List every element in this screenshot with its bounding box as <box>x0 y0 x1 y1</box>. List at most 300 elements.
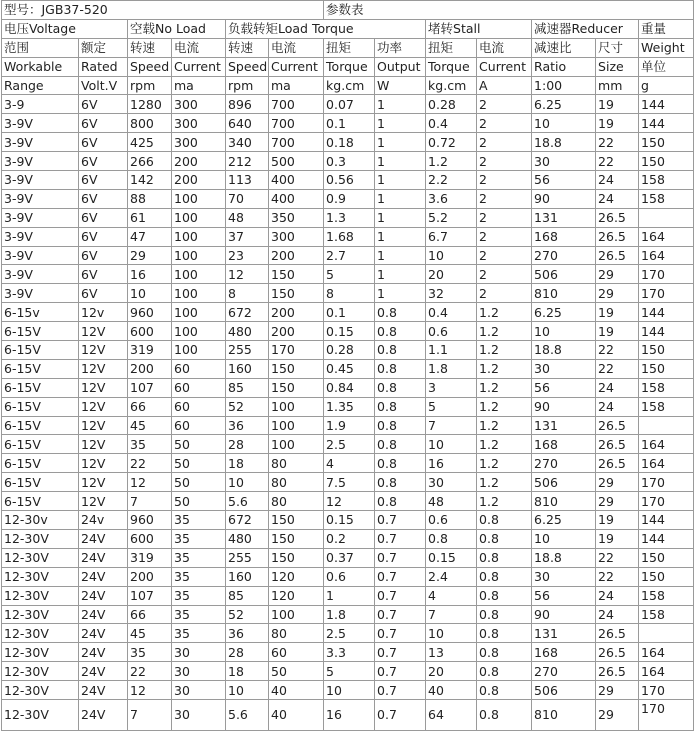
cell-range: 12-30v <box>2 511 79 530</box>
cell-load-torque: 1.8 <box>324 605 375 624</box>
cell-no-load-current: 35 <box>172 548 226 567</box>
cell-load-torque: 7.5 <box>324 473 375 492</box>
cell-weight: 150 <box>639 152 694 171</box>
cell-stall-torque: 20 <box>426 662 477 681</box>
cell-stall-current: 2 <box>477 114 532 133</box>
cell-rated-volt: 12V <box>79 341 128 360</box>
cell-no-load-current: 35 <box>172 567 226 586</box>
cell-range: 3-9V <box>2 208 79 227</box>
column-header-stall-torque: 扭矩 <box>426 38 477 57</box>
column-header-no-load-current: 电流 <box>172 38 226 57</box>
cell-ratio: 506 <box>532 681 596 700</box>
cell-output-power: 1 <box>375 152 426 171</box>
reducer-group-header: 减速器Reducer <box>532 19 639 38</box>
cell-size: 26.5 <box>596 662 639 681</box>
cell-output-power: 0.7 <box>375 586 426 605</box>
cell-ratio: 30 <box>532 567 596 586</box>
cell-range: 12-30V <box>2 548 79 567</box>
cell-stall-current: 0.8 <box>477 511 532 530</box>
cell-output-power: 0.8 <box>375 416 426 435</box>
column-header-load-current: 电流 <box>269 38 324 57</box>
column-header-load-current: ma <box>269 76 324 95</box>
cell-load-speed: 640 <box>226 114 269 133</box>
cell-rated-volt: 12V <box>79 378 128 397</box>
cell-ratio: 90 <box>532 189 596 208</box>
column-header-stall-current: 电流 <box>477 38 532 57</box>
cell-load-speed: 672 <box>226 511 269 530</box>
cell-stall-torque: 5 <box>426 397 477 416</box>
cell-rated-volt: 6V <box>79 189 128 208</box>
cell-stall-current: 2 <box>477 246 532 265</box>
cell-stall-torque: 0.28 <box>426 95 477 114</box>
cell-ratio: 30 <box>532 152 596 171</box>
cell-no-load-current: 60 <box>172 359 226 378</box>
column-header-range: 范围 <box>2 38 79 57</box>
load-torque-group-header: 负载转矩Load Torque <box>226 19 426 38</box>
cell-load-torque: 0.2 <box>324 529 375 548</box>
cell-weight: 144 <box>639 529 694 548</box>
table-row <box>2 189 694 208</box>
cell-weight <box>639 208 694 227</box>
cell-stall-torque: 0.4 <box>426 303 477 322</box>
cell-output-power: 1 <box>375 189 426 208</box>
cell-no-load-speed: 16 <box>128 265 172 284</box>
cell-stall-current: 2 <box>477 133 532 152</box>
cell-range: 6-15V <box>2 359 79 378</box>
cell-stall-current: 2 <box>477 265 532 284</box>
cell-rated-volt: 12V <box>79 454 128 473</box>
cell-output-power: 0.8 <box>375 454 426 473</box>
column-header-load-speed: 转速 <box>226 38 269 57</box>
column-header-weight: 单位 <box>639 57 694 76</box>
header-en-row <box>2 57 694 76</box>
cell-output-power: 0.7 <box>375 511 426 530</box>
column-header-load-speed: rpm <box>226 76 269 95</box>
cell-no-load-current: 60 <box>172 416 226 435</box>
table-row <box>2 265 694 284</box>
cell-rated-volt: 6V <box>79 246 128 265</box>
table-row <box>2 322 694 341</box>
cell-load-torque: 1 <box>324 586 375 605</box>
stall-group-header: 堵转Stall <box>426 19 532 38</box>
cell-size: 22 <box>596 548 639 567</box>
cell-weight: 158 <box>639 397 694 416</box>
cell-size: 24 <box>596 397 639 416</box>
cell-output-power: 0.7 <box>375 699 426 730</box>
cell-range: 6-15V <box>2 397 79 416</box>
cell-stall-current: 1.2 <box>477 492 532 511</box>
cell-load-speed: 85 <box>226 378 269 397</box>
cell-no-load-current: 100 <box>172 284 226 303</box>
cell-stall-current: 2 <box>477 95 532 114</box>
column-header-no-load-current: ma <box>172 76 226 95</box>
cell-weight: 150 <box>639 341 694 360</box>
cell-output-power: 0.8 <box>375 359 426 378</box>
table-row <box>2 95 694 114</box>
cell-no-load-speed: 12 <box>128 473 172 492</box>
cell-ratio: 90 <box>532 397 596 416</box>
cell-load-torque: 16 <box>324 699 375 730</box>
table-row <box>2 397 694 416</box>
table-row <box>2 473 694 492</box>
cell-size: 26.5 <box>596 624 639 643</box>
cell-no-load-current: 30 <box>172 662 226 681</box>
cell-load-torque: 0.6 <box>324 567 375 586</box>
column-header-load-speed: Speed <box>226 57 269 76</box>
cell-load-torque: 0.84 <box>324 378 375 397</box>
cell-range: 12-30V <box>2 567 79 586</box>
cell-stall-torque: 0.72 <box>426 133 477 152</box>
cell-rated-volt: 24V <box>79 548 128 567</box>
cell-load-torque: 0.1 <box>324 303 375 322</box>
cell-no-load-current: 35 <box>172 511 226 530</box>
cell-ratio: 168 <box>532 643 596 662</box>
cell-load-torque: 3.3 <box>324 643 375 662</box>
cell-output-power: 0.8 <box>375 435 426 454</box>
table-row <box>2 492 694 511</box>
cell-stall-current: 1.2 <box>477 454 532 473</box>
cell-output-power: 0.7 <box>375 548 426 567</box>
column-header-rated-volt: Rated <box>79 57 128 76</box>
cell-load-current: 200 <box>269 322 324 341</box>
cell-ratio: 56 <box>532 378 596 397</box>
cell-load-torque: 12 <box>324 492 375 511</box>
cell-no-load-current: 100 <box>172 265 226 284</box>
cell-stall-current: 1.2 <box>477 397 532 416</box>
cell-stall-torque: 20 <box>426 265 477 284</box>
cell-range: 6-15V <box>2 473 79 492</box>
cell-range: 6-15V <box>2 454 79 473</box>
model-title: 型号：JGB37-520 <box>2 1 324 20</box>
cell-no-load-speed: 266 <box>128 152 172 171</box>
cell-no-load-current: 200 <box>172 171 226 190</box>
cell-size: 29 <box>596 699 639 730</box>
cell-no-load-speed: 600 <box>128 322 172 341</box>
cell-output-power: 1 <box>375 227 426 246</box>
cell-stall-current: 0.8 <box>477 586 532 605</box>
cell-ratio: 6.25 <box>532 303 596 322</box>
cell-weight: 170 <box>639 284 694 303</box>
cell-load-torque: 1.68 <box>324 227 375 246</box>
cell-rated-volt: 6V <box>79 227 128 246</box>
cell-ratio: 270 <box>532 454 596 473</box>
cell-size: 22 <box>596 341 639 360</box>
cell-stall-torque: 7 <box>426 605 477 624</box>
cell-weight: 150 <box>639 133 694 152</box>
cell-weight: 164 <box>639 435 694 454</box>
cell-range: 12-30V <box>2 624 79 643</box>
cell-weight: 144 <box>639 322 694 341</box>
cell-size: 22 <box>596 359 639 378</box>
table-row <box>2 303 694 322</box>
cell-no-load-current: 100 <box>172 341 226 360</box>
cell-range: 12-30V <box>2 605 79 624</box>
cell-load-current: 200 <box>269 303 324 322</box>
cell-range: 3-9 <box>2 95 79 114</box>
cell-load-speed: 37 <box>226 227 269 246</box>
column-header-load-current: Current <box>269 57 324 76</box>
cell-weight: 170 <box>639 681 694 700</box>
cell-no-load-speed: 7 <box>128 699 172 730</box>
header-cn-row <box>2 38 694 57</box>
cell-load-speed: 8 <box>226 284 269 303</box>
cell-no-load-current: 35 <box>172 624 226 643</box>
table-row <box>2 681 694 700</box>
cell-output-power: 1 <box>375 208 426 227</box>
cell-load-current: 700 <box>269 95 324 114</box>
cell-no-load-current: 30 <box>172 643 226 662</box>
cell-ratio: 18.8 <box>532 548 596 567</box>
cell-no-load-current: 100 <box>172 303 226 322</box>
cell-ratio: 10 <box>532 322 596 341</box>
cell-no-load-speed: 1280 <box>128 95 172 114</box>
cell-stall-current: 0.8 <box>477 662 532 681</box>
cell-stall-current: 2 <box>477 284 532 303</box>
cell-load-speed: 160 <box>226 359 269 378</box>
table-row <box>2 227 694 246</box>
cell-output-power: 0.7 <box>375 643 426 662</box>
column-header-stall-current: Current <box>477 57 532 76</box>
cell-no-load-speed: 45 <box>128 416 172 435</box>
cell-no-load-current: 35 <box>172 605 226 624</box>
cell-load-torque: 10 <box>324 681 375 700</box>
voltage-group-header: 电压Voltage <box>2 19 128 38</box>
table-row <box>2 341 694 360</box>
cell-rated-volt: 6V <box>79 95 128 114</box>
cell-load-current: 120 <box>269 586 324 605</box>
cell-ratio: 168 <box>532 435 596 454</box>
cell-load-current: 100 <box>269 605 324 624</box>
cell-load-current: 50 <box>269 662 324 681</box>
cell-stall-torque: 30 <box>426 473 477 492</box>
cell-size: 24 <box>596 171 639 190</box>
cell-stall-current: 1.2 <box>477 435 532 454</box>
cell-stall-torque: 10 <box>426 246 477 265</box>
cell-no-load-current: 100 <box>172 189 226 208</box>
cell-stall-current: 1.2 <box>477 359 532 378</box>
cell-range: 6-15V <box>2 416 79 435</box>
cell-ratio: 168 <box>532 227 596 246</box>
cell-load-speed: 12 <box>226 265 269 284</box>
cell-no-load-speed: 960 <box>128 511 172 530</box>
cell-stall-torque: 4 <box>426 586 477 605</box>
cell-range: 3-9V <box>2 133 79 152</box>
cell-output-power: 0.8 <box>375 492 426 511</box>
cell-range: 3-9V <box>2 246 79 265</box>
cell-rated-volt: 12V <box>79 435 128 454</box>
cell-stall-torque: 6.7 <box>426 227 477 246</box>
cell-rated-volt: 24V <box>79 662 128 681</box>
cell-rated-volt: 24V <box>79 529 128 548</box>
cell-ratio: 131 <box>532 208 596 227</box>
cell-stall-current: 0.8 <box>477 605 532 624</box>
cell-no-load-speed: 35 <box>128 643 172 662</box>
cell-stall-current: 2 <box>477 189 532 208</box>
column-header-rated-volt: 额定 <box>79 38 128 57</box>
table-row <box>2 662 694 681</box>
cell-size: 26.5 <box>596 416 639 435</box>
cell-stall-current: 1.2 <box>477 341 532 360</box>
cell-no-load-current: 50 <box>172 492 226 511</box>
table-row <box>2 378 694 397</box>
cell-ratio: 270 <box>532 246 596 265</box>
table-row <box>2 435 694 454</box>
cell-no-load-current: 60 <box>172 378 226 397</box>
cell-range: 12-30V <box>2 586 79 605</box>
cell-load-speed: 10 <box>226 473 269 492</box>
cell-load-speed: 5.6 <box>226 699 269 730</box>
cell-load-speed: 160 <box>226 567 269 586</box>
cell-load-torque: 1.35 <box>324 397 375 416</box>
cell-load-current: 700 <box>269 133 324 152</box>
cell-stall-torque: 10 <box>426 624 477 643</box>
cell-rated-volt: 6V <box>79 208 128 227</box>
cell-output-power: 1 <box>375 284 426 303</box>
cell-output-power: 0.7 <box>375 662 426 681</box>
cell-stall-torque: 5.2 <box>426 208 477 227</box>
table-row <box>2 416 694 435</box>
cell-size: 26.5 <box>596 454 639 473</box>
cell-stall-current: 1.2 <box>477 378 532 397</box>
cell-load-speed: 18 <box>226 454 269 473</box>
cell-load-torque: 2.7 <box>324 246 375 265</box>
cell-load-current: 150 <box>269 284 324 303</box>
cell-stall-torque: 0.15 <box>426 548 477 567</box>
column-header-size: mm <box>596 76 639 95</box>
cell-range: 3-9V <box>2 189 79 208</box>
cell-weight: 144 <box>639 303 694 322</box>
table-row <box>2 246 694 265</box>
cell-no-load-speed: 47 <box>128 227 172 246</box>
column-header-size: 尺寸 <box>596 38 639 57</box>
cell-size: 26.5 <box>596 643 639 662</box>
cell-output-power: 0.8 <box>375 473 426 492</box>
cell-load-torque: 1.3 <box>324 208 375 227</box>
cell-rated-volt: 12V <box>79 416 128 435</box>
cell-ratio: 30 <box>532 359 596 378</box>
cell-rated-volt: 24V <box>79 681 128 700</box>
cell-weight: 164 <box>639 246 694 265</box>
cell-weight <box>639 416 694 435</box>
cell-range: 12-30V <box>2 699 79 730</box>
cell-range: 6-15V <box>2 492 79 511</box>
cell-rated-volt: 6V <box>79 171 128 190</box>
column-header-weight: Weight <box>639 38 694 57</box>
cell-range: 3-9V <box>2 114 79 133</box>
cell-no-load-speed: 107 <box>128 378 172 397</box>
cell-weight: 158 <box>639 378 694 397</box>
cell-size: 26.5 <box>596 208 639 227</box>
cell-load-current: 300 <box>269 227 324 246</box>
weight-group-header: 重量 <box>639 19 694 38</box>
cell-size: 22 <box>596 152 639 171</box>
cell-stall-current: 2 <box>477 152 532 171</box>
cell-range: 6-15v <box>2 303 79 322</box>
column-header-no-load-speed: 转速 <box>128 38 172 57</box>
cell-range: 3-9V <box>2 152 79 171</box>
cell-ratio: 10 <box>532 114 596 133</box>
cell-weight: 144 <box>639 95 694 114</box>
cell-rated-volt: 12v <box>79 303 128 322</box>
column-header-stall-current: A <box>477 76 532 95</box>
cell-weight: 170 <box>639 473 694 492</box>
cell-load-torque: 2.5 <box>324 435 375 454</box>
cell-load-current: 200 <box>269 246 324 265</box>
table-row <box>2 171 694 190</box>
cell-output-power: 0.7 <box>375 624 426 643</box>
cell-range: 3-9V <box>2 227 79 246</box>
cell-load-current: 170 <box>269 341 324 360</box>
cell-load-speed: 36 <box>226 624 269 643</box>
cell-ratio: 810 <box>532 492 596 511</box>
cell-load-speed: 28 <box>226 435 269 454</box>
cell-load-speed: 896 <box>226 95 269 114</box>
cell-size: 22 <box>596 133 639 152</box>
cell-load-current: 500 <box>269 152 324 171</box>
cell-output-power: 0.7 <box>375 681 426 700</box>
cell-load-speed: 52 <box>226 605 269 624</box>
cell-weight <box>639 624 694 643</box>
cell-no-load-speed: 22 <box>128 454 172 473</box>
cell-stall-current: 0.8 <box>477 529 532 548</box>
cell-stall-current: 0.8 <box>477 681 532 700</box>
cell-stall-torque: 1.1 <box>426 341 477 360</box>
cell-size: 19 <box>596 95 639 114</box>
cell-rated-volt: 6V <box>79 133 128 152</box>
column-header-weight: g <box>639 76 694 95</box>
cell-no-load-speed: 35 <box>128 435 172 454</box>
cell-load-speed: 10 <box>226 681 269 700</box>
cell-load-speed: 36 <box>226 416 269 435</box>
cell-size: 24 <box>596 189 639 208</box>
cell-size: 19 <box>596 511 639 530</box>
table-row <box>2 699 694 730</box>
cell-no-load-speed: 29 <box>128 246 172 265</box>
cell-size: 26.5 <box>596 246 639 265</box>
cell-no-load-current: 300 <box>172 114 226 133</box>
cell-load-speed: 212 <box>226 152 269 171</box>
cell-weight: 170 <box>639 265 694 284</box>
cell-rated-volt: 24V <box>79 624 128 643</box>
cell-load-torque: 2.5 <box>324 624 375 643</box>
cell-ratio: 6.25 <box>532 511 596 530</box>
cell-rated-volt: 6V <box>79 265 128 284</box>
cell-no-load-current: 200 <box>172 152 226 171</box>
cell-rated-volt: 6V <box>79 152 128 171</box>
column-header-ratio: 1:00 <box>532 76 596 95</box>
table-row <box>2 133 694 152</box>
cell-ratio: 90 <box>532 605 596 624</box>
cell-no-load-current: 100 <box>172 246 226 265</box>
cell-rated-volt: 12V <box>79 473 128 492</box>
table-row <box>2 548 694 567</box>
cell-stall-torque: 3 <box>426 378 477 397</box>
cell-size: 29 <box>596 265 639 284</box>
cell-no-load-speed: 319 <box>128 341 172 360</box>
table-row <box>2 511 694 530</box>
cell-load-torque: 0.18 <box>324 133 375 152</box>
cell-stall-torque: 1.2 <box>426 152 477 171</box>
cell-range: 12-30V <box>2 529 79 548</box>
cell-stall-torque: 13 <box>426 643 477 662</box>
cell-stall-current: 1.2 <box>477 303 532 322</box>
cell-output-power: 0.7 <box>375 567 426 586</box>
cell-ratio: 18.8 <box>532 341 596 360</box>
cell-output-power: 1 <box>375 265 426 284</box>
cell-output-power: 0.8 <box>375 322 426 341</box>
cell-load-current: 80 <box>269 454 324 473</box>
cell-weight: 158 <box>639 586 694 605</box>
